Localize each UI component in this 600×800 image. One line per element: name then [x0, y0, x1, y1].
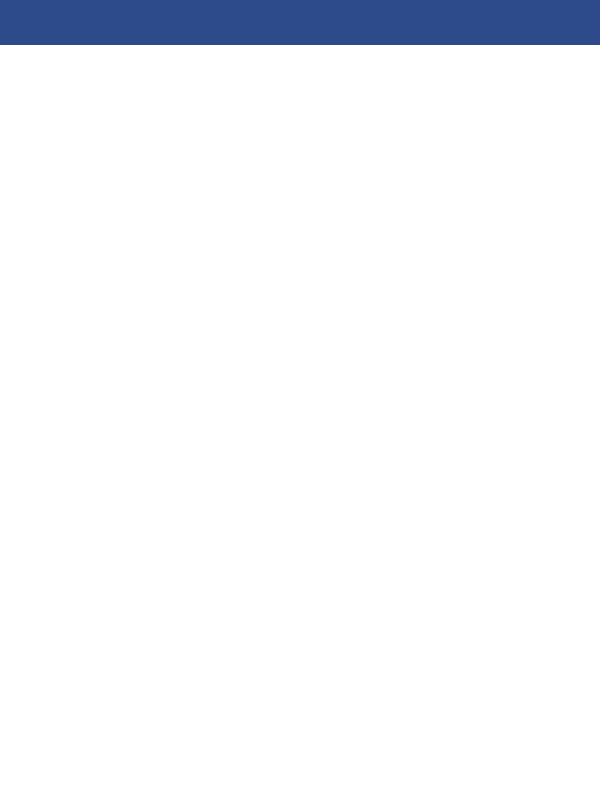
header-dub: [534, 30, 600, 45]
header-blank: [147, 30, 240, 45]
header-drama: [240, 30, 337, 45]
header-role: [393, 30, 472, 45]
header-name: [0, 30, 147, 45]
header-note: [472, 30, 534, 45]
page-title: [0, 0, 600, 30]
header-year: [337, 30, 393, 45]
